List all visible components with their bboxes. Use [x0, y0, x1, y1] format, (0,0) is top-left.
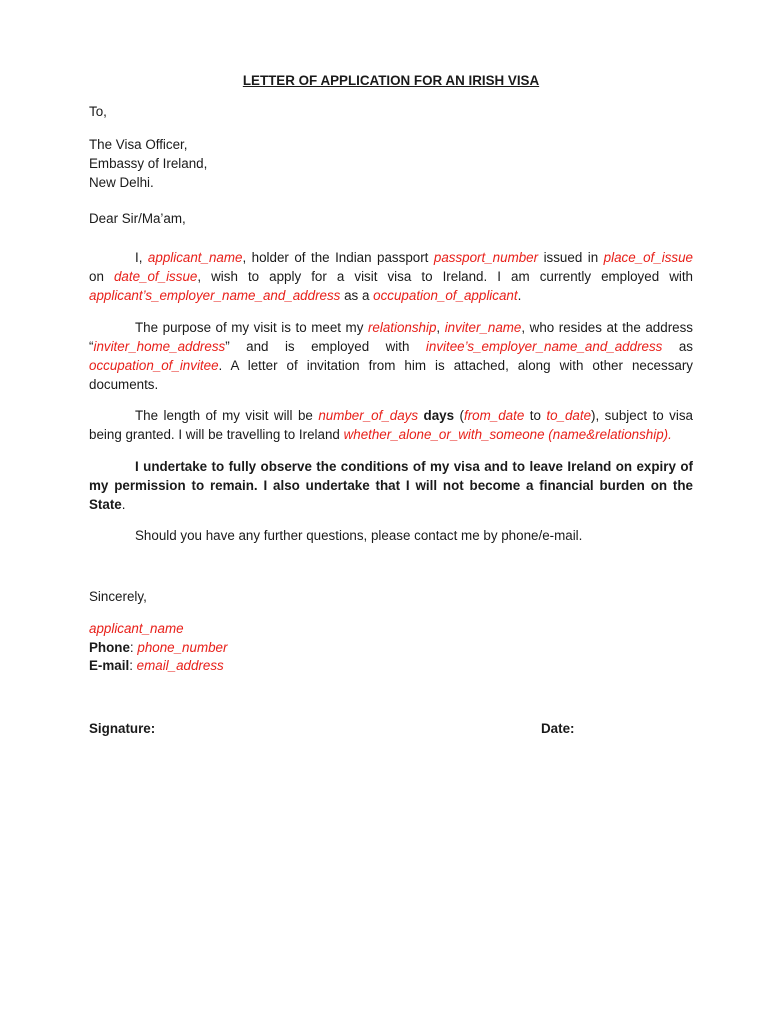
p2-text-2: ,	[436, 320, 445, 335]
phone-label: Phone	[89, 640, 130, 655]
p1-text-7: .	[517, 288, 522, 303]
p3-text-5: ), subject to visa being granted. I will be travelling to Ireland	[89, 408, 693, 442]
signature-label: Signature:	[89, 721, 156, 736]
recipient-line-3: New Delhi.	[89, 175, 154, 190]
paragraph-applicant	[89, 248, 693, 305]
p1-text-1: I,	[135, 250, 148, 265]
placeholder-relationship: relationship	[367, 320, 437, 335]
paragraph-contact: Should you have any further questions, please contact me by phone/e-mail.	[135, 528, 583, 543]
paragraph-undertaking	[89, 457, 693, 514]
placeholder-passport-number: passport_number	[433, 250, 539, 265]
days-word: days	[423, 408, 455, 423]
placeholder-companions: whether_alone_or_with_someone (name&relationship).	[343, 427, 672, 442]
p1-text-3: issued in	[538, 250, 604, 265]
p2-text-3: , who resides at the address “	[89, 320, 693, 354]
placeholder-invitee-employer: invitee’s_employer_name_and_address	[425, 339, 663, 354]
p3-text-1: The length of my visit will be	[135, 408, 319, 423]
placeholder-inviter-name: inviter_name	[444, 320, 522, 335]
p1-text-2: , holder of the Indian passport	[242, 250, 434, 265]
placeholder-employer: applicant’s_employer_name_and_address	[89, 288, 341, 303]
p1-text-5: , wish to apply for a visit visa to Ireland. I am currently employed with	[197, 269, 694, 284]
p2-text-1: The purpose of my visit is to meet my	[135, 320, 368, 335]
undertaking-end: .	[121, 497, 126, 512]
placeholder-phone-number: phone_number	[137, 640, 228, 655]
p1-text-6: as a	[340, 288, 374, 303]
phone-separator: :	[129, 640, 138, 655]
placeholder-number-of-days: number_of_days	[318, 408, 419, 423]
placeholder-email-address: email_address	[136, 658, 224, 673]
p3-text-3: (	[454, 408, 464, 423]
date-label: Date:	[541, 721, 575, 736]
p3-text-4: to	[524, 408, 547, 423]
signoff-applicant-name: applicant_name	[89, 621, 184, 636]
p2-text-6: . A letter of invitation from him is attached, along with other necessary documents.	[89, 358, 693, 392]
recipient-line-1: The Visa Officer,	[89, 137, 188, 152]
paragraph-length	[89, 406, 693, 444]
undertaking-text: I undertake to fully observe the conditions of my visa and to leave Ireland on expiry of my permission to remain. I also undertake that I will not become a financial burden on the State	[89, 459, 693, 512]
salutation: Dear Sir/Ma’am,	[89, 211, 186, 226]
signoff-email	[89, 658, 224, 673]
closing: Sincerely,	[89, 589, 147, 604]
signoff-phone	[89, 640, 227, 655]
to-line: To,	[89, 104, 107, 119]
placeholder-applicant-name: applicant_name	[147, 250, 243, 265]
placeholder-occupation: occupation_of_applicant	[373, 288, 518, 303]
placeholder-from-date: from_date	[463, 408, 525, 423]
p1-text-4: on	[89, 269, 114, 284]
placeholder-to-date: to_date	[546, 408, 592, 423]
placeholder-date-of-issue: date_of_issue	[113, 269, 198, 284]
placeholder-occupation-invitee: occupation_of_invitee	[89, 358, 219, 373]
email-label: E-mail	[89, 658, 130, 673]
email-separator: :	[129, 658, 137, 673]
p2-text-5: as	[662, 339, 693, 354]
paragraph-purpose	[89, 318, 693, 394]
p2-text-4: ” and is employed with	[225, 339, 426, 354]
letter-title: LETTER OF APPLICATION FOR AN IRISH VISA	[242, 73, 540, 88]
placeholder-place-of-issue: place_of_issue	[603, 250, 693, 265]
placeholder-inviter-home-address: inviter_home_address	[93, 339, 226, 354]
recipient-line-2: Embassy of Ireland,	[89, 156, 208, 171]
